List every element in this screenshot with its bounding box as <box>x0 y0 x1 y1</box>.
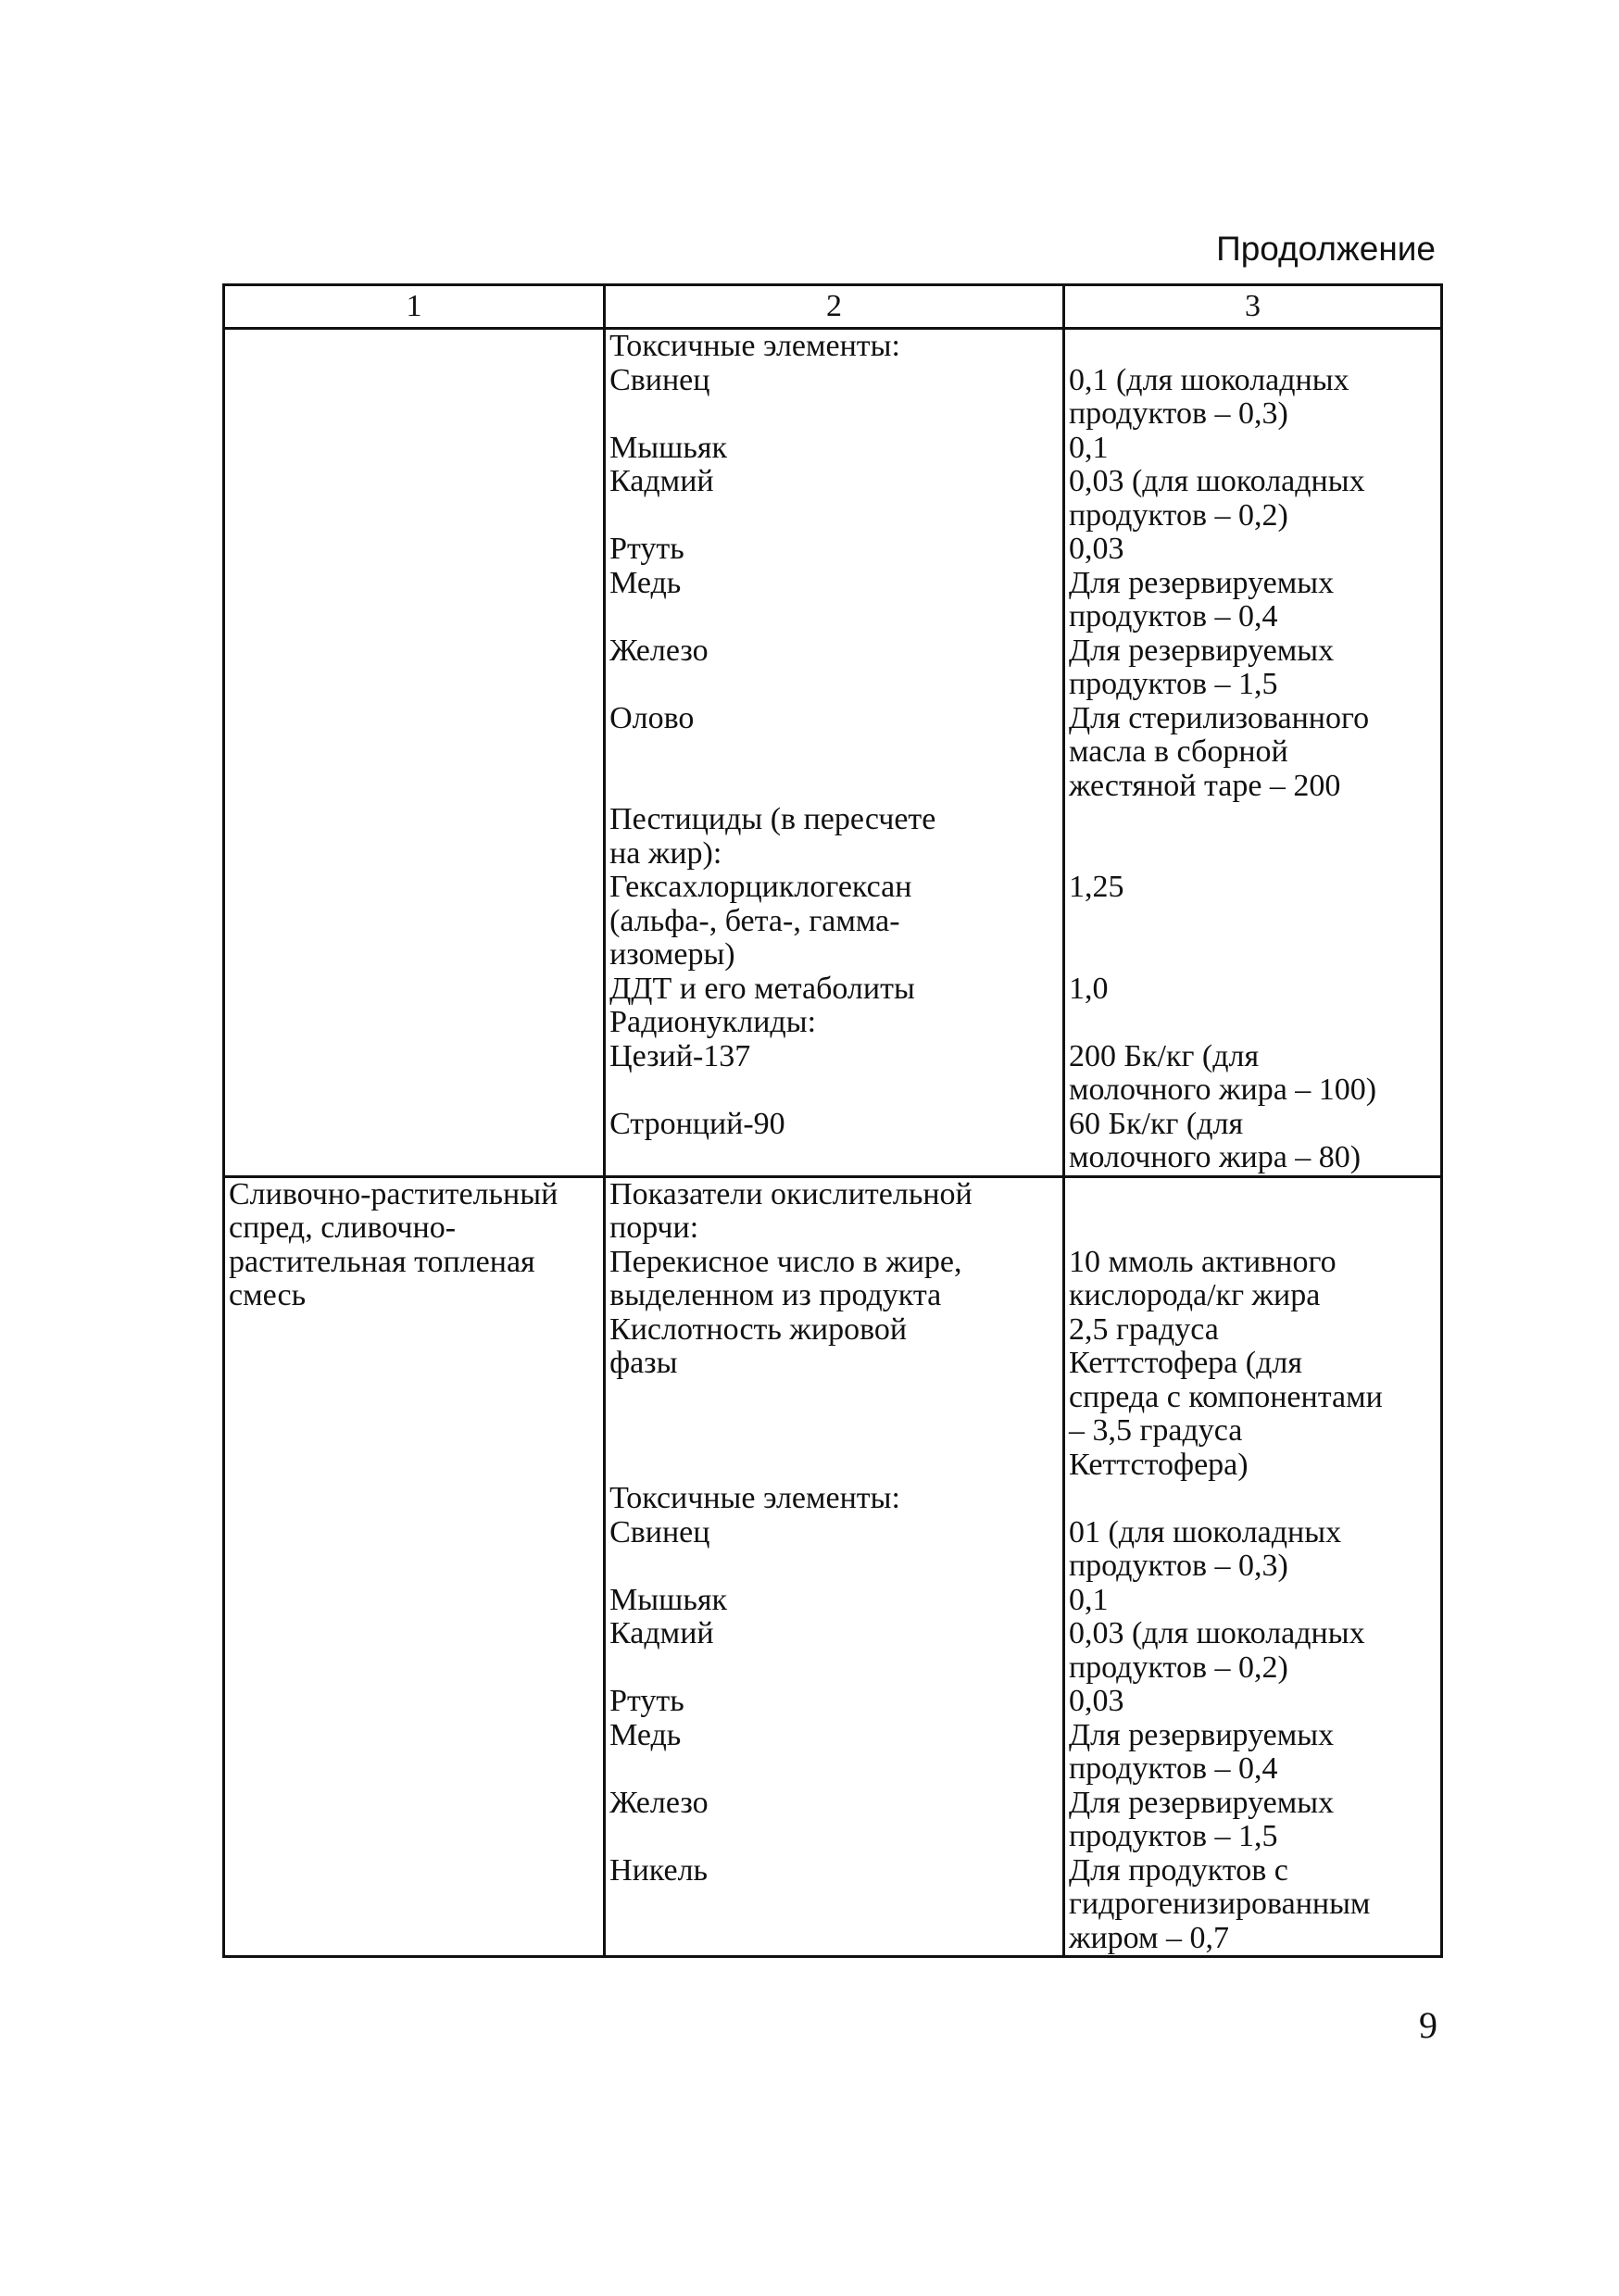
norm-value-line: 1,0 <box>1068 971 1109 1006</box>
norm-value-line: жестяной таре – 200 <box>1068 768 1341 803</box>
indicator-entry <box>609 803 1059 871</box>
norm-value-line: масла в сборной <box>1068 734 1288 769</box>
norm-value-line: 2,5 градуса <box>1068 1311 1219 1347</box>
norm-value-line: продуктов – 0,2) <box>1068 1650 1288 1685</box>
indicator-entry <box>609 702 1059 804</box>
norm-value-line: жиром – 0,7 <box>1068 1920 1230 1955</box>
norm-value-line: продуктов – 0,4 <box>1068 1751 1278 1786</box>
norm-entry <box>1069 1482 1437 1516</box>
indicator-name-line: Олово <box>609 700 695 735</box>
product-name-line: Сливочно-растительный <box>229 1176 558 1211</box>
norm-value-line: 10 ммоль активного <box>1068 1244 1337 1279</box>
indicator-entry <box>609 1108 1059 1175</box>
spacer <box>1069 905 1437 939</box>
indicator-name-line: Железо <box>609 1785 709 1820</box>
indicator-name-line: Никель <box>609 1852 709 1888</box>
norm-value-line: – 3,5 градуса <box>1068 1413 1243 1448</box>
norm-entry <box>1069 1246 1437 1313</box>
norm-value-line: продуктов – 1,5 <box>1068 667 1278 701</box>
indicator-entry <box>609 330 1059 364</box>
norm-value-line: 60 Бк/кг (для <box>1068 1106 1244 1141</box>
indicator-name-line: Медь <box>609 1717 682 1752</box>
indicator-name-line: Ртуть <box>609 532 684 566</box>
indicator-name-line: на жир): <box>609 835 722 871</box>
indicator-name-line: Ртуть <box>609 1684 684 1718</box>
indicator-name-line: Кадмий <box>609 1616 714 1650</box>
spacer <box>609 1141 1059 1175</box>
norm-value-line: 0,03 (для шоколадных <box>1068 464 1365 498</box>
spacer <box>609 499 1059 533</box>
spacer <box>1069 1178 1437 1212</box>
norm-entry <box>1069 330 1437 364</box>
spacer <box>609 1820 1059 1854</box>
indicator-name-line: Свинец <box>609 362 710 397</box>
table-row <box>224 1176 1442 1957</box>
indicator-entry <box>609 1246 1059 1313</box>
norm-entry <box>1069 871 1437 972</box>
spacer <box>609 1073 1059 1108</box>
norm-value-line: продуктов – 0,3) <box>1068 396 1288 431</box>
norm-value-line: Для резервируемых <box>1068 1785 1335 1820</box>
indicator-entry <box>609 432 1059 466</box>
indicator-name-line: Токсичные элементы: <box>609 329 900 363</box>
indicator-name-line: Свинец <box>609 1514 710 1549</box>
norm-value-line: 200 Бк/кг (для <box>1068 1038 1260 1073</box>
indicator-name-line: Железо <box>609 633 709 668</box>
norm-value-line: продуктов – 0,3) <box>1068 1549 1288 1583</box>
norm-value-line: молочного жира – 100) <box>1068 1073 1377 1107</box>
indicator-entry <box>609 1719 1059 1787</box>
indicator-name-line: Медь <box>609 565 682 600</box>
product-name-line: спред, сливочно- <box>229 1211 457 1245</box>
indicator-entry <box>609 1313 1059 1483</box>
spacer <box>609 735 1059 770</box>
norm-value-line: Кеттстофера (для <box>1068 1346 1302 1380</box>
indicator-name-line: (альфа-, бета-, гамма- <box>609 903 900 938</box>
indicator-entry <box>609 1854 1059 1956</box>
norm-value-line: 01 (для шоколадных <box>1068 1514 1342 1549</box>
spacer <box>609 1651 1059 1686</box>
indicator-entry <box>609 1482 1059 1516</box>
norm-cell <box>1063 1176 1441 1957</box>
indicator-entry <box>609 1178 1059 1246</box>
indicator-entry <box>609 1787 1059 1854</box>
norm-entry <box>1069 465 1437 533</box>
norm-value-line: 0,1 <box>1068 430 1109 465</box>
norm-entry <box>1069 1787 1437 1854</box>
norm-value-line: продуктов – 1,5 <box>1068 1819 1278 1853</box>
norm-cell <box>1063 329 1441 1177</box>
indicator-entry <box>609 465 1059 533</box>
indicator-name-line: выделенном из продукта <box>609 1278 942 1312</box>
spacer <box>609 1414 1059 1449</box>
spacer <box>1069 803 1437 837</box>
indicator-name-line: порчи: <box>609 1211 699 1245</box>
indicator-entry <box>609 533 1059 567</box>
norm-entry <box>1069 634 1437 702</box>
indicator-entry <box>609 871 1059 972</box>
product-cell <box>224 329 605 1177</box>
indicator-name-line: Гексахлорциклогексан <box>609 870 912 904</box>
norm-value-line: Кеттстофера) <box>1068 1447 1249 1482</box>
norm-value-line: кислорода/кг жира <box>1068 1278 1321 1312</box>
continuation-label: Продолжение <box>1216 230 1436 268</box>
column-number: 1 <box>224 285 605 329</box>
indicator-entry <box>609 1685 1059 1719</box>
norm-entry <box>1069 803 1437 871</box>
spacer <box>1069 1482 1437 1516</box>
norm-entry <box>1069 1040 1437 1108</box>
product-name-line: смесь <box>229 1278 307 1312</box>
norm-entry <box>1069 1685 1437 1719</box>
indicator-name-line: ДДТ и его метаболиты <box>609 971 915 1006</box>
column-number: 3 <box>1063 285 1441 329</box>
norm-value-line: 0,03 <box>1068 532 1124 566</box>
table-row <box>224 329 1442 1177</box>
indicator-name-line: Перекисное число в жире, <box>609 1244 962 1279</box>
norm-entry <box>1069 1584 1437 1618</box>
norm-value-line: Для резервируемых <box>1068 1717 1335 1752</box>
spacer <box>609 1888 1059 1922</box>
norm-value-line: 0,03 <box>1068 1684 1124 1718</box>
norm-entry <box>1069 1516 1437 1584</box>
spacer <box>1069 330 1437 364</box>
column-number-row <box>224 285 1442 329</box>
column-number: 2 <box>605 285 1064 329</box>
norm-value-line: 0,1 (для шоколадных <box>1068 362 1349 397</box>
table-body <box>224 329 1442 1957</box>
indicator-name-line: Мышьяк <box>609 1582 727 1617</box>
indicator-name-line: Стронций-90 <box>609 1106 785 1141</box>
indicator-name-line: изомеры) <box>609 937 735 972</box>
norm-entry <box>1069 1854 1437 1956</box>
norm-value-line: продуктов – 0,4 <box>1068 599 1278 634</box>
norm-entry <box>1069 1719 1437 1787</box>
indicator-name-line: Цезий-137 <box>609 1038 751 1073</box>
spacer <box>1069 837 1437 872</box>
indicator-name-line: Мышьяк <box>609 430 727 465</box>
norm-value-line: гидрогенизированным <box>1068 1887 1371 1921</box>
indicator-entry <box>609 972 1059 1007</box>
norm-value-line: Для стерилизованного <box>1068 700 1370 735</box>
indicator-entry <box>609 1617 1059 1685</box>
norm-value-line: Для резервируемых <box>1068 565 1335 600</box>
norm-entry <box>1069 1617 1437 1685</box>
spacer <box>1069 938 1437 972</box>
product-name-line: растительная топленая <box>229 1244 535 1279</box>
page-number: 9 <box>1419 2004 1437 2046</box>
spacer <box>609 770 1059 804</box>
indicator-cell <box>605 1176 1064 1957</box>
indicator-name-line: Токсичные элементы: <box>609 1481 900 1515</box>
norm-value-line: спреда с компонентами <box>1068 1379 1383 1414</box>
indicator-entry <box>609 1040 1059 1108</box>
norm-entry <box>1069 972 1437 1007</box>
spacer <box>609 1922 1059 1956</box>
norms-table <box>222 283 1443 1958</box>
spacer <box>609 600 1059 634</box>
indicator-entry <box>609 1006 1059 1040</box>
norm-entry <box>1069 702 1437 804</box>
spacer <box>609 1449 1059 1483</box>
norm-value-line: 0,1 <box>1068 1582 1109 1617</box>
norm-value-line: Для продуктов с <box>1068 1852 1288 1888</box>
spacer <box>609 397 1059 432</box>
indicator-name-line: Кислотность жировой <box>609 1311 908 1347</box>
indicator-entry <box>609 1516 1059 1584</box>
spacer <box>1069 1211 1437 1246</box>
norm-entry <box>1069 567 1437 634</box>
norm-value-line: молочного жира – 80) <box>1068 1140 1362 1174</box>
norm-entry <box>1069 1006 1437 1040</box>
indicator-name-line: Показатели окислительной <box>609 1176 973 1211</box>
norm-value-line: 0,03 (для шоколадных <box>1068 1616 1365 1650</box>
product-cell <box>224 1176 605 1957</box>
norm-value-line: 1,25 <box>1068 870 1124 904</box>
spacer <box>609 668 1059 702</box>
indicator-name-line: фазы <box>609 1346 678 1380</box>
norm-entry <box>1069 1108 1437 1175</box>
norm-entry <box>1069 364 1437 432</box>
spacer <box>609 1549 1059 1584</box>
indicator-name-line: Кадмий <box>609 464 714 498</box>
indicator-entry <box>609 634 1059 702</box>
indicator-name-line: Пестициды (в пересчете <box>609 802 936 836</box>
indicator-entry <box>609 1584 1059 1618</box>
norm-value-line: Для резервируемых <box>1068 633 1335 668</box>
spacer <box>1069 1006 1437 1040</box>
norm-entry <box>1069 1313 1437 1483</box>
indicator-entry <box>609 364 1059 432</box>
spacer <box>609 1752 1059 1787</box>
spacer <box>609 1381 1059 1415</box>
norm-entry <box>1069 1178 1437 1246</box>
norm-entry <box>1069 533 1437 567</box>
indicator-entry <box>609 567 1059 634</box>
indicator-cell <box>605 329 1064 1177</box>
indicator-name-line: Радионуклиды: <box>609 1005 817 1039</box>
norm-value-line: продуктов – 0,2) <box>1068 497 1288 533</box>
norm-entry <box>1069 432 1437 466</box>
